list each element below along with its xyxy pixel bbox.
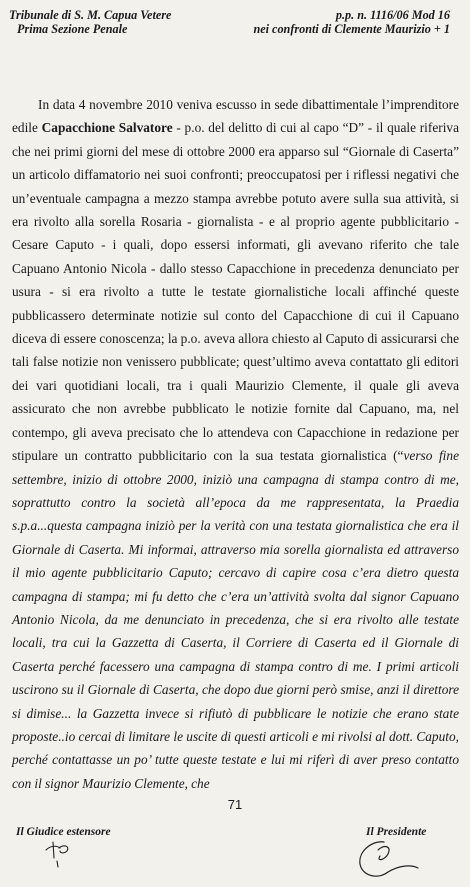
court-name: Tribunale di S. M. Capua Vetere bbox=[9, 8, 172, 22]
page-number: 71 bbox=[227, 797, 243, 812]
case-defendants: nei confronti di Clemente Maurizio + 1 bbox=[253, 22, 450, 36]
court-section: Prima Sezione Penale bbox=[17, 22, 128, 36]
court-header bbox=[9, 8, 171, 36]
paragraph-text: - p.o. del delitto di cui al capo “D” - il quale riferiva che nei primi giorni del mese di ottobre 2000 era apparso sul “Giornale di Caserta” un articolo diffamatorio nei suoi confronti; preoccupatosi per i riflessi negativi che un’eventuale campagna a mezzo stampa avrebbe potuto avere sulla sua attività, si era rivolto alla sorella Rosaria - giornalista - e al proprio agente pubblicitario - Cesare Caputo - i quali, dopo essersi informati, gli avevano riferito che tale Capuano Antonio Nicola - dallo stesso Capacchione in precedenza denunciato per usura - si era rivolto a tutte le testate giornalistiche locali affinché queste pubblicassero determinate notizie sul conto del Capacchione di cui il Capuano diceva di essere conoscenza; la p.o. aveva allora chiesto al Caputo di assicurarsi che tali false notizie non venissero pubblicate; quest’ultimo aveva contattato gli editori dei vari quotidiani locali, tra i quali Maurizio Clemente, il quale gli aveva assicurato che non avrebbe pubblicato le notizie fornite dal Capuano, ma, nel contempo, gli aveva precisato che lo attendeva con Capacchione in redazione per stipulare un contratto pubblicitario con la sua testata giornalistica (“ bbox=[12, 120, 459, 464]
case-header bbox=[253, 8, 450, 36]
president-label: Il Presidente bbox=[366, 826, 427, 838]
judge-label: Il Giudice estensore bbox=[16, 826, 111, 838]
body-paragraph bbox=[12, 93, 459, 795]
paragraph-intro: In data 4 novembre 2010 veniva escusso in sede dibattimentale l’imprenditore edile bbox=[12, 97, 459, 136]
case-number: p.p. n. 1116/06 Mod 16 bbox=[335, 8, 450, 22]
judge-signature bbox=[40, 836, 80, 870]
document-body bbox=[12, 93, 459, 795]
testimony-quote: verso fine settembre, inizio di ottobre 2000, iniziò una campagna di stampa contro di me, soprattutto contro la società all’epoca da me rappresentata, la Praedia s.p.a...questa campagna iniziò per la verità con una testata giornalistica che era il Giornale di Caserta. Mi informai, attraverso mia sorella giornalista ed attraverso il mio agente pubblicitario Caputo; cercavo di capire cosa c’era dietro questa campagna di stampa; mi fu detto che c’era un’attività svolta dal signor Capuano Antonio Nicola, da me denunciato in precedenza, che si era rivolto alle testate locali, tra cui la Gazzetta di Caserta, il Corriere di Caserta ed il Giornale di Caserta perché facessero una campagna di stampa contro di me. I primi articoli uscirono su il Giornale di Caserta, che dopo due giorni però smise, anzi il direttore si dimise... la Gazzetta invece si rifiutò di pubblicare le notizie che erano state proposte..io cercai di limitare le uscite di questi articoli e mi rivolsi al dott. Caputo, perché contattasse un po’ tutte queste testate e lui mi riferì di aver preso contatto con il signor Maurizio Clemente, che bbox=[12, 448, 459, 791]
president-signature bbox=[348, 828, 428, 886]
victim-name: Capacchione Salvatore bbox=[41, 120, 173, 136]
